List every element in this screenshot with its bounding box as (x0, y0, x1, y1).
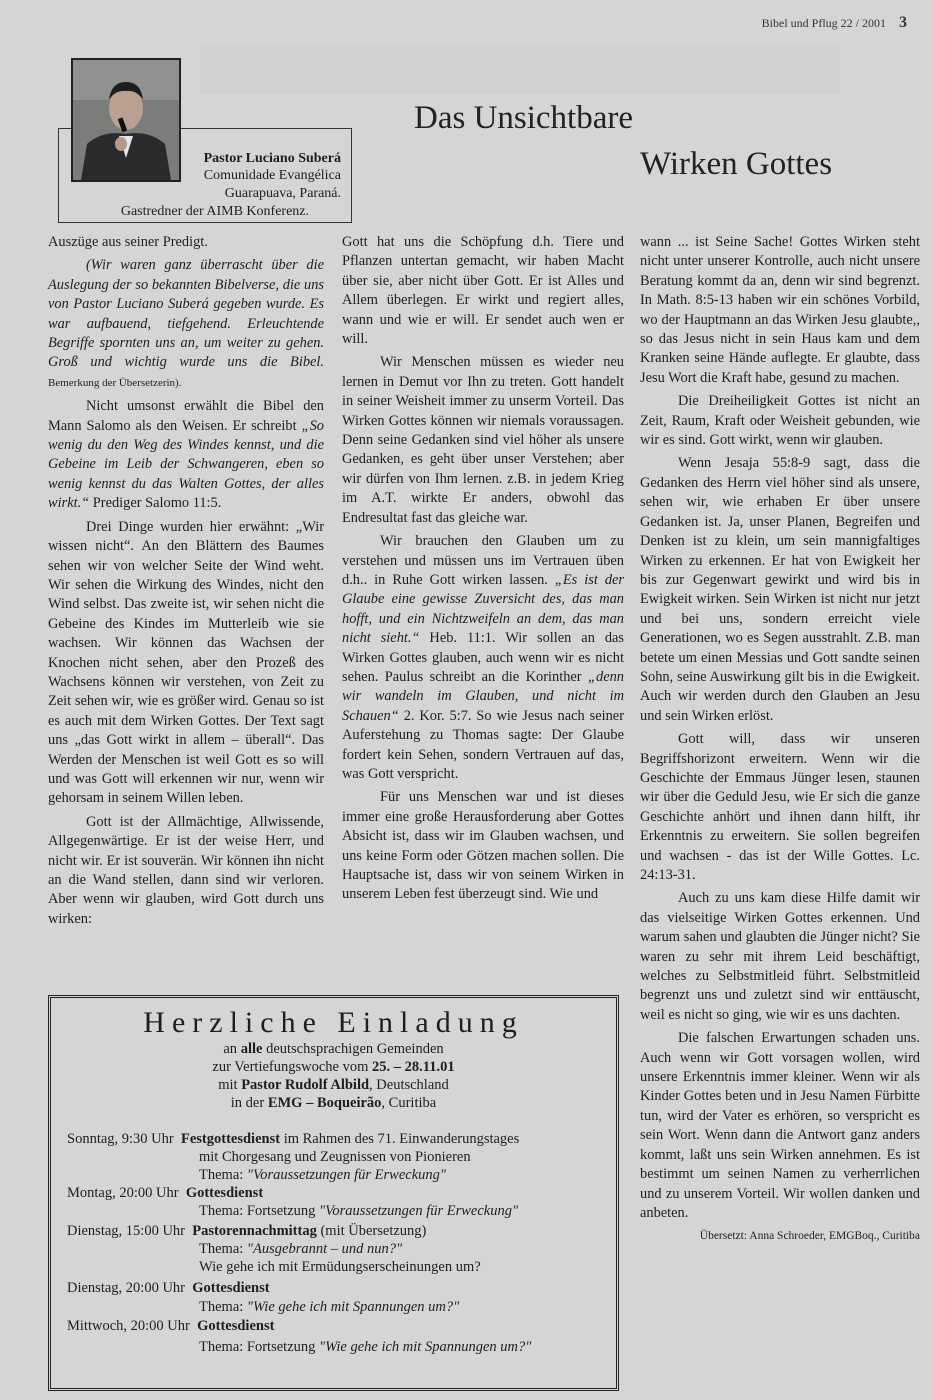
text: an (223, 1041, 241, 1057)
text: Thema: (199, 1299, 247, 1315)
author-role: Gastredner der AIMB Konferenz. (120, 204, 309, 219)
text: Prediger Salomo 11:5. (89, 495, 222, 512)
paragraph: Gott hat uns die Schöpfung d.h. Tiere und Pflanzen untertan gemacht, wir haben Macht über sie, aber nicht über Gott. Er ist Alles und Allem überlegen. Er wirkt und regiert alles, wann und wie er will. Er sendet auch wen er will. (342, 234, 624, 348)
schedule-time: Dienstag, 15:00 Uhr (67, 1223, 185, 1239)
page-header (762, 14, 907, 32)
page-number: 3 (899, 14, 907, 31)
paragraph: Gott will, dass wir unseren Begriffshorizont erweitern. Wenn wir die Geschichte der Emmaus Jünger lesen, staunen wir über die Geduld Jesu, wie Er sich die ganze Geschichte anhört und ihnen dann hilft, ihr Erkenntnis zu erweitern. Sie sollen begreifen und wachsen - das ist der Wille Gottes. Lc. 24:13-31. (640, 731, 920, 883)
paragraph: Die Dreiheiligkeit Gottes ist nicht an Zeit, Raum, Kraft oder Weisheit gebunden, wie wir es sind. Gott wirkt, wenn wir glauben. (640, 393, 920, 449)
bible-quote: „denn wir wandeln im Glauben, und nicht im Schauen“ (342, 668, 624, 724)
text: , Curitiba (381, 1095, 437, 1111)
text: Thema: Fortsetzung (199, 1203, 320, 1219)
text: , Deutschland (369, 1077, 449, 1093)
paragraph: Wir Menschen müssen es wieder neu lernen in Demut vor Ihn zu treten. Gott handelt in seiner Weisheit immer zu unserm Vorteil. Das Wirken Gottes können wir niemals voraussagen. Denn seine Gedanken sind viel höher als unsere Gedanken, es geht über unser Verstehen; aber wir dürfen von Ihm lernen. z.B. in jedem Krieg im A.T. wirkte Er anders, obwohl das Endresultat fast das gleiche war. (342, 354, 624, 526)
editor-note (48, 256, 324, 393)
schedule-time: Mittwoch, 20:00 Uhr (67, 1318, 190, 1334)
schedule-theme: "Wie gehe ich mit Spannungen um?" (319, 1339, 532, 1355)
schedule-theme: "Voraussetzungen für Erweckung" (319, 1203, 519, 1219)
translator-credit: Übersetzt: Anna Schroeder, EMGBoq., Curitiba (699, 1230, 920, 1243)
schedule-detail (199, 1202, 518, 1220)
article-title-line-2: Wirken Gottes (640, 146, 833, 182)
translator-remark: Bemerkung der Übersetzerin). (48, 376, 182, 389)
paragraph: wann ... ist Seine Sache! Gottes Wirken steht nicht unter unserer Kontrolle, auch nicht unsere Beratung kommt da an, denn wir sind begrenzt. In Math. 8:5-13 haben wir ein schönes Vorbild, wo der Hauptmann an das Wirken Jesu glaubte,, so das Jesus nicht in sein Haus kam und dem Kranken seine Hände auflegte. Er glaubte, dass Jesu Wort die Kraft habe, gesund zu machen. (640, 234, 920, 386)
schedule-detail (199, 1166, 446, 1184)
text: Heb. 11:1. Wir sollen an das Wirken Gottes glauben, auch wenn wir es nicht sehen. Paulus schreibt an die Korinther (342, 630, 625, 685)
text: im Rahmen des 71. Einwanderungstages (280, 1131, 520, 1147)
paragraph: Die falschen Erwartungen schaden uns. Auch wenn wir Gott vorsagen wollen, wird unsere Erkenntnis immer kleiner. Wenn wir als Kinder Gottes beten und in Jesu Namen Fürbitte tun, wird der Vater es erhören, so verspricht es sein Wort. Wenn dann die Antwort ganz anders kommt, laßt uns sein Wirken annehmen. Es ist bestimmt um seinen Namen zu verherrlichen und zu unserem Vorteil. Wir wollen danken und anbeten. (640, 1030, 920, 1221)
schedule-title: Pastorennachmittag (192, 1223, 317, 1239)
schedule-item (67, 1184, 263, 1202)
paragraph: Gott ist der Allmächtige, Allwissende, Allgegenwärtige. Er ist der weise Herr, und nicht wir. Er ist souverän. Wir können ihn nicht an die Wand stellen, dann sind wir verloren. Aber wenn wir glauben, wird Gott durch uns wirken: (48, 813, 324, 927)
publication-label: Bibel und Pflug 22 / 2001 (761, 16, 886, 30)
schedule-detail: Wie gehe ich mit Ermüdungserscheinungen um? (199, 1259, 481, 1275)
author-name: Pastor Luciano Suberá (203, 151, 341, 166)
schedule-theme: "Voraussetzungen für Erweckung" (246, 1167, 446, 1183)
event-dates: 25. – 28.11.01 (372, 1059, 455, 1075)
editor-note-text: (Wir waren ganz überrascht über die Auslegung der so bekannten Bibelverse, die uns von Pastor Luciano Suberá gegeben wurde. Es war aufbauend, tiefgehend. Erleuchtende Begriffe spornten uns an, um weiter zu gehen. Groß und wichtig wurde uns die Bibel. (48, 257, 324, 371)
paragraph: Auch zu uns kam diese Hilfe damit wir das vielseitige Wirken Gottes erkennen. Und warum sahen und glaubten die Jünger nicht? Sie waren zu sehr mit ihrem Leid beschäftigt, welches zu Selbstmitleid führt. Selbstmitleid begrenzt uns und zuletzt sind wir enttäuscht, weil es nicht so ging, wie wir es uns dachten. (640, 890, 920, 1023)
paragraph (48, 397, 324, 513)
text: 2. Kor. 5:7. So wie Jesus nach seiner Auferstehung zu Thomas sagte: Der Glaube fordert kein Sehen, sondern Vertrauen auf das, was Gott verspricht. (342, 707, 624, 782)
schedule-title: Festgottesdienst (180, 1131, 281, 1147)
schedule-item (67, 1222, 426, 1240)
text: (mit Übersetzung) (316, 1223, 427, 1239)
schedule-detail (199, 1338, 531, 1356)
article-column-3 (640, 233, 920, 1247)
schedule-theme: "Ausgebrannt – und nun?" (246, 1241, 403, 1257)
text: Nicht umsonst erwählt die Bibel den Mann Salomo als den Weisen. Er schreibt (48, 398, 324, 434)
schedule-title: Gottesdienst (185, 1185, 264, 1201)
schedule-item (67, 1317, 274, 1335)
article-column-1 (48, 233, 324, 929)
text: Thema: Fortsetzung (199, 1339, 320, 1355)
schedule-time: Montag, 20:00 Uhr (67, 1185, 179, 1201)
schedule-title: Gottesdienst (197, 1318, 275, 1334)
schedule-detail (199, 1240, 402, 1258)
schedule-detail: mit Chorgesang und Zeugnissen von Pionieren (199, 1149, 471, 1165)
venue: EMG – Boqueirão (267, 1095, 382, 1111)
schedule-detail (199, 1298, 459, 1316)
text: mit (218, 1077, 242, 1093)
invitation-box (48, 995, 619, 1391)
article-title-line-1: Das Unsichtbare (414, 100, 634, 136)
schedule-theme: "Wie gehe ich mit Spannungen um?" (246, 1299, 460, 1315)
invitation-heading: Herzliche Einladung (143, 1006, 524, 1039)
intro-line: Auszüge aus seiner Predigt. (48, 234, 208, 250)
invitation-line (51, 1040, 616, 1058)
invitation-line (51, 1076, 616, 1094)
invitation-line (51, 1058, 616, 1076)
author-photo (71, 58, 181, 182)
article-column-2 (342, 233, 624, 905)
paragraph (342, 532, 624, 784)
paragraph: Drei Dinge wurden hier erwähnt: „Wir wissen nicht“. An den Blättern des Baumes sehen wir von welcher Seite der Wind weht. Wir sehen die Wirkung des Windes, nicht den Wind selbst. Das zweite ist, wir sehen nicht die Gebeine des Kindes im Mutterleib wie sie wachsen. Wir können das Wachsen der Knochen nicht sehen, aber den Prozeß des Wachsens können wir verstehen, von Zeit zu Zeit sehen wir, wie es größer wird. Genau so ist es auch mit dem Wirken Gottes. Der Text sagt uns „das Gott wirkt in allem – überall“. Das Werden der Menschen ist weil Gott es so will und was Gott will erkennen wir nur, wenn wir gehorsam in seinem Willen leben. (48, 518, 324, 807)
text: Wir brauchen den Glauben um zu verstehen und müssen uns im Vertrauen üben d.h.. in Ruhe Gott wirken lassen. (342, 533, 624, 588)
paragraph: Wenn Jesaja 55:8-9 sagt, dass die Gedanken des Herrn viel höher sind als unsere, sehen wir, wie erhaben Er über unsere Gedanken ist. Ja, unser Planen, Begreifen und Denken ist zu klein, um sein mannigfaltiges Wirken zu erkennen. Er hat von Ewigkeit her bis zur Gegenwart gewirkt und wird bis in Ewigkeit wirken. Sein Wirken ist nicht nur jetzt und bei uns, sondern erreicht viele Generationen, wo es Segen ausstrahlt. Z.B. man betete um einen Messias und Gott sandte seinen Sohn, seine Auswirkung gilt bis in die Ewigkeit. Auch wir werden durch den Glauben an Jesu und sein Wirken erlöst. (640, 455, 920, 724)
schedule-time: Dienstag, 20:00 Uhr (67, 1280, 185, 1296)
author-place: Guarapuava, Paraná. (224, 186, 341, 201)
schedule-time: Sonntag, 9:30 Uhr (67, 1131, 174, 1147)
text: in der (230, 1095, 268, 1111)
text: Thema: (199, 1167, 247, 1183)
text: zur Vertiefungswoche vom (212, 1059, 372, 1075)
text: alle (240, 1041, 263, 1057)
faded-background-print (200, 44, 840, 94)
author-church: Comunidade Evangélica (203, 168, 341, 183)
bible-quote: „So wenig du den Weg des Windes kennst, und die Gebeine im Leib der Schwangeren, eben so wenig kennst du das Walten Gottes, der alles wirkt.“ (48, 417, 324, 512)
schedule-item (67, 1130, 519, 1148)
bible-quote: „Es ist der Glaube eine gewisse Zuversicht des, das man hofft, und ein Nichtzweifeln an dem, das man nicht sieht.“ (342, 571, 625, 647)
paragraph: Für uns Menschen war und ist dieses immer eine große Herausforderung aber Gottes Absicht ist, dass wir im Glauben wachsen, und uns keine Form oder Götzen machen sollen. Die Hauptsache ist, dass wir von seinem Wirken in unserem Leben fest überzeugt sind. Wie und (342, 789, 624, 903)
invitation-line (51, 1094, 616, 1112)
speaker-name: Pastor Rudolf Albild (241, 1077, 370, 1093)
text: deutschsprachigen Gemeinden (262, 1041, 444, 1057)
schedule-item (67, 1279, 270, 1297)
text: Thema: (199, 1241, 247, 1257)
schedule-title: Gottesdienst (192, 1280, 270, 1296)
